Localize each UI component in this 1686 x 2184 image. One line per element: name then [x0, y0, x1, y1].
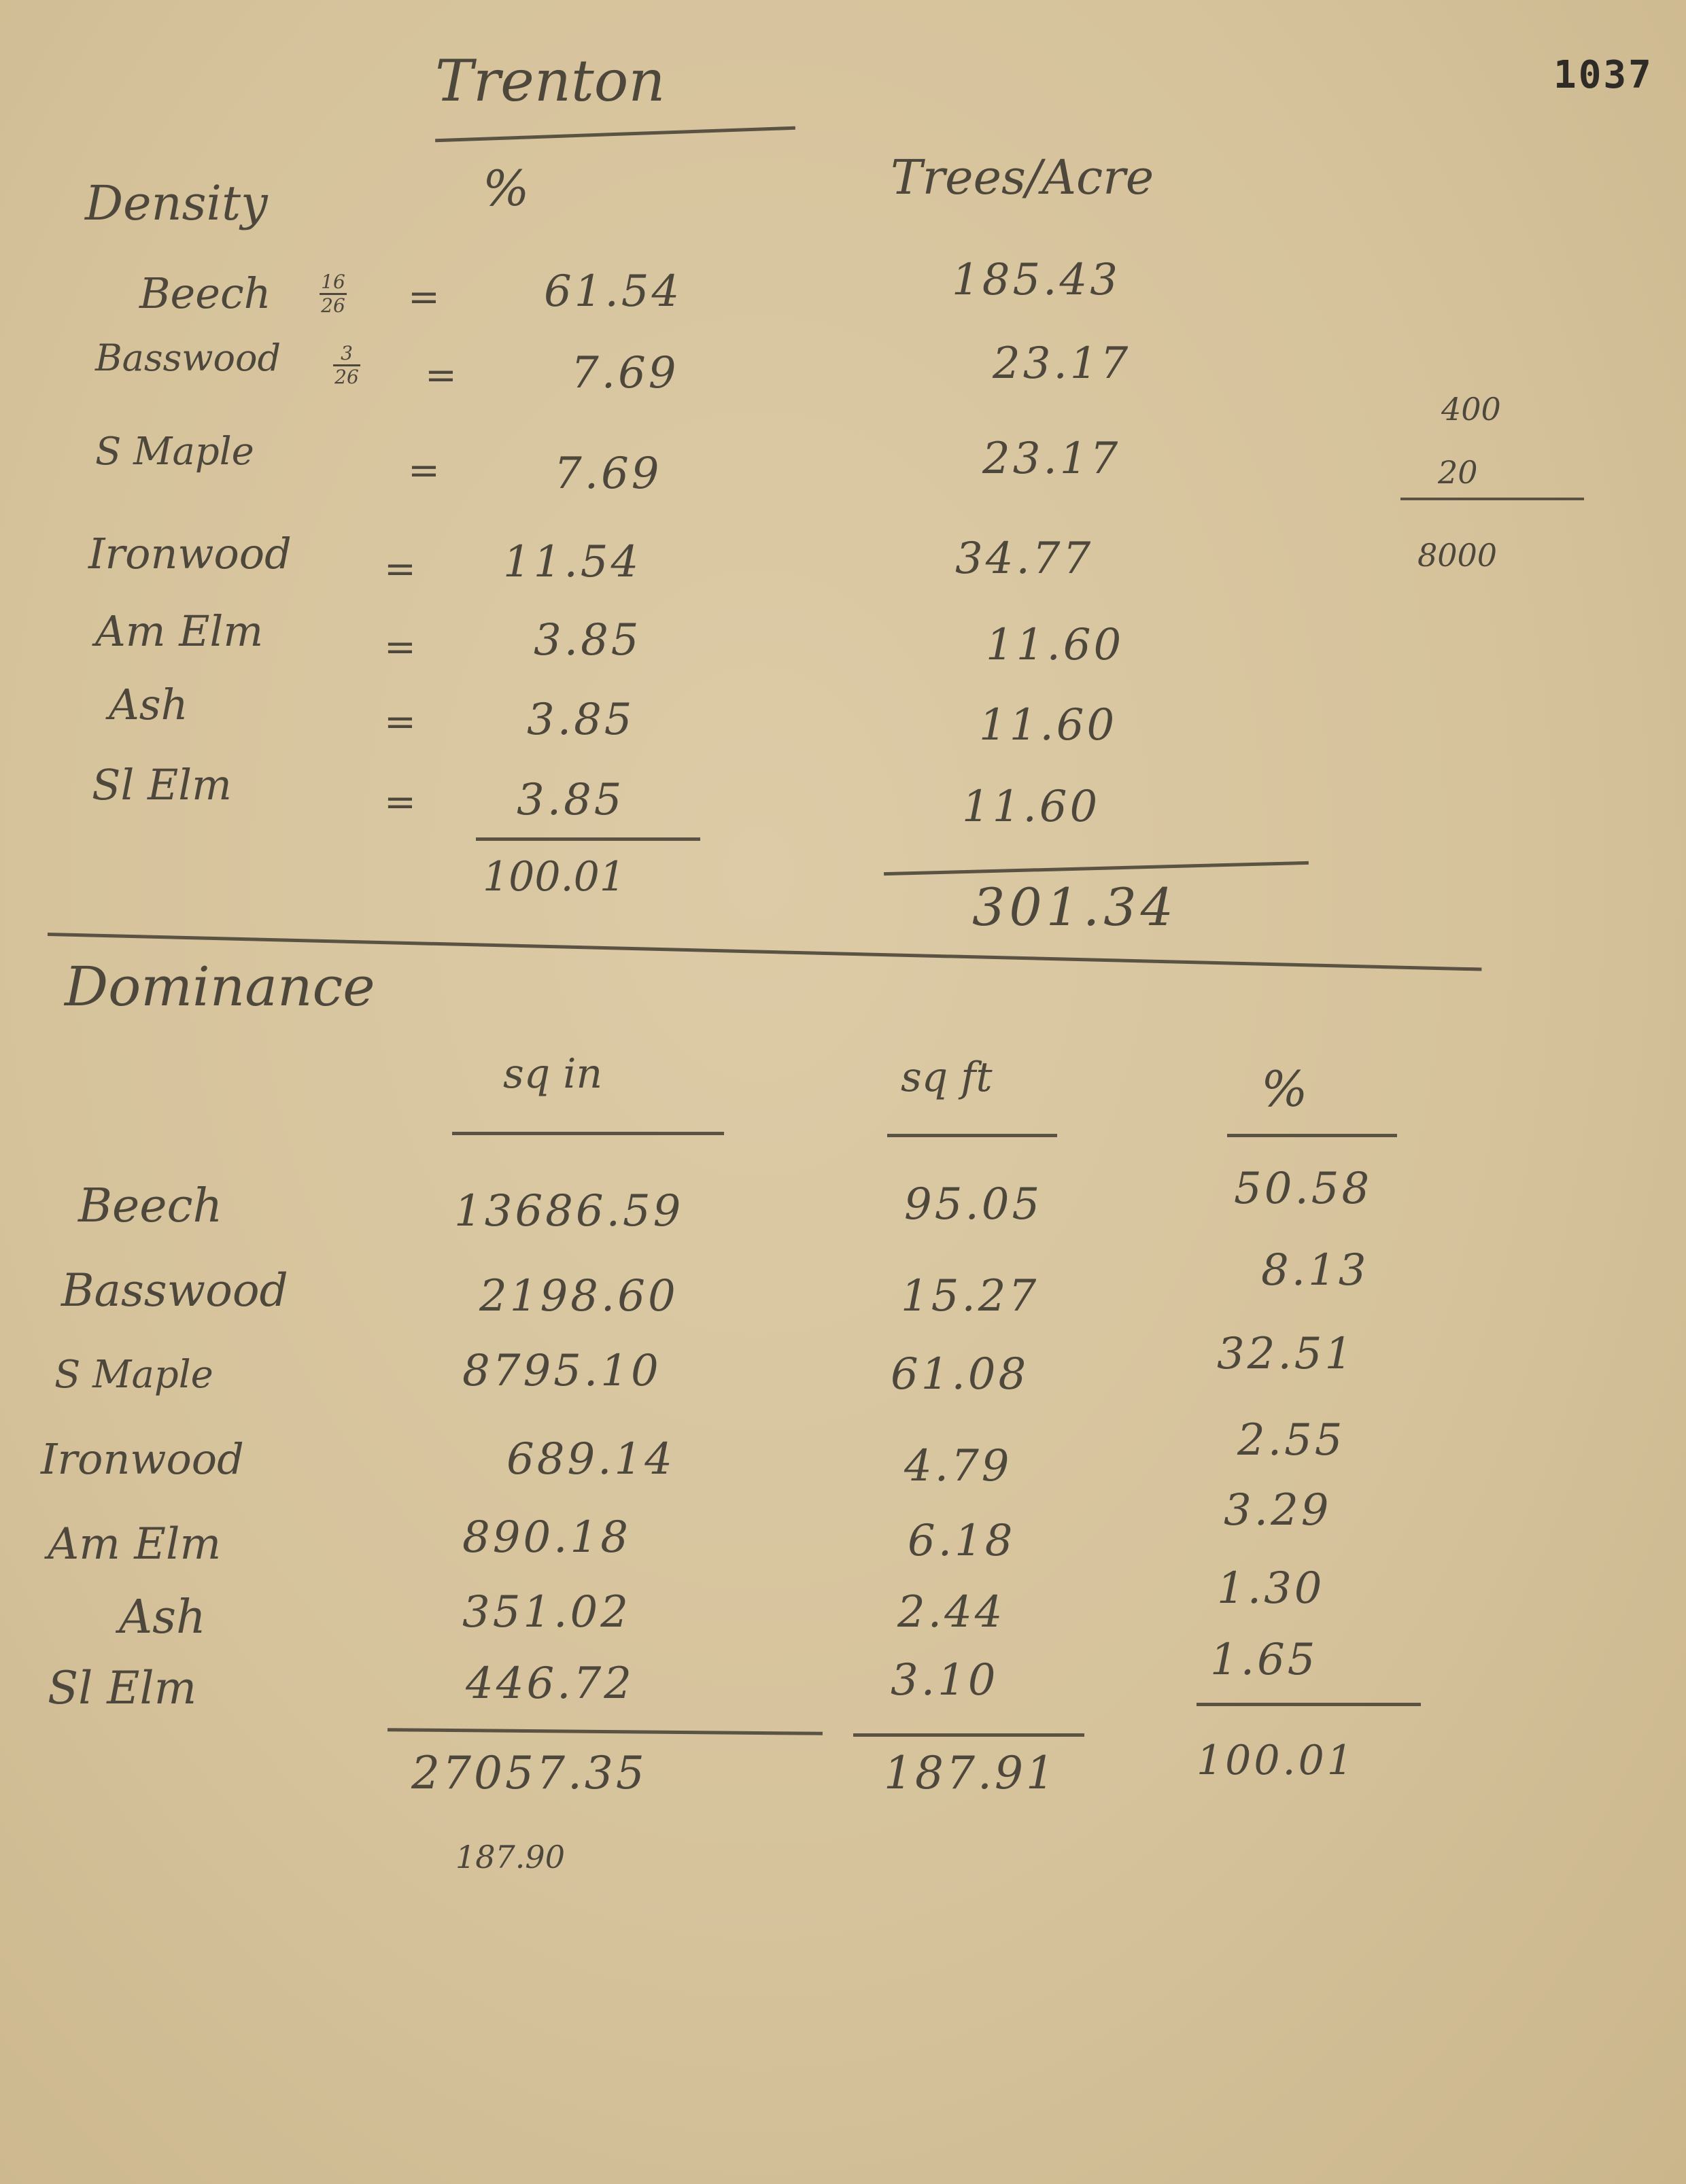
- equals-sign: =: [384, 547, 416, 591]
- dominance-sq-ft-header: sq ft: [901, 1054, 993, 1101]
- dominance-heading: Dominance: [65, 955, 375, 1018]
- side-calc-a: 400: [1441, 391, 1501, 428]
- density-pct-total: 100.01: [483, 853, 625, 901]
- dominance-sq-in-total: 27057.35: [411, 1747, 647, 1799]
- dominance-species-am-elm: Am Elm: [48, 1519, 222, 1570]
- dominance-sq-in-ash: 351.02: [462, 1587, 631, 1637]
- density-trees-am-elm: 11.60: [986, 620, 1124, 670]
- density-species-beech: Beech: [139, 268, 271, 318]
- density-species-ash: Ash: [109, 680, 188, 729]
- dominance-sq-ft-rule: [853, 1733, 1084, 1737]
- pct-header-rule: [1227, 1134, 1397, 1137]
- equals-sign: =: [384, 700, 416, 744]
- density-pct-total-rule: [476, 837, 700, 841]
- dominance-sq-in-basswood: 2198.60: [479, 1271, 678, 1321]
- dominance-species-basswood: Basswood: [61, 1264, 288, 1317]
- dominance-species-ash: Ash: [119, 1591, 206, 1644]
- page-number-stamp: 1037: [1553, 53, 1653, 97]
- density-pct-beech: 61.54: [544, 266, 683, 317]
- equals-sign: =: [384, 625, 416, 670]
- dominance-species-ironwood: Ironwood: [41, 1434, 244, 1484]
- equals-sign: =: [408, 449, 440, 493]
- dominance-species-beech: Beech: [78, 1179, 223, 1233]
- density-basswood-fraction: 3 26: [333, 343, 360, 387]
- density-trees-acre-header: Trees/Acre: [891, 150, 1154, 205]
- density-pct-sl-elm: 3.85: [517, 775, 625, 825]
- dominance-pct-ironwood: 2.55: [1237, 1415, 1345, 1466]
- density-species-s-maple: S Maple: [95, 430, 254, 474]
- side-calc-b: 20: [1438, 454, 1478, 491]
- title-underline: [435, 126, 795, 142]
- density-trees-ash: 11.60: [979, 700, 1118, 750]
- dominance-sq-in-sl-elm: 446.72: [466, 1659, 634, 1709]
- dominance-sq-in-s-maple: 8795.10: [462, 1346, 661, 1396]
- dominance-sq-ft-basswood: 15.27: [901, 1271, 1039, 1321]
- page-title: Trenton: [435, 48, 666, 114]
- dominance-sq-ft-total: 187.91: [884, 1747, 1057, 1799]
- density-trees-total: 301.34: [972, 877, 1177, 937]
- dominance-sq-in-beech: 13686.59: [454, 1186, 684, 1236]
- equals-sign: =: [425, 353, 457, 398]
- equals-sign: =: [408, 275, 440, 319]
- dominance-pct-ash: 1.30: [1217, 1563, 1325, 1614]
- sq-ft-header-rule: [887, 1134, 1057, 1137]
- density-species-sl-elm: Sl Elm: [92, 760, 232, 810]
- dominance-sq-ft-beech: 95.05: [904, 1179, 1043, 1230]
- dominance-sub-note: 187.90: [455, 1839, 565, 1875]
- dominance-sq-ft-ironwood: 4.79: [904, 1441, 1012, 1491]
- sq-in-header-rule: [452, 1132, 724, 1135]
- dominance-sq-ft-am-elm: 6.18: [908, 1516, 1016, 1566]
- density-pct-ironwood: 11.54: [503, 537, 642, 587]
- density-species-ironwood: Ironwood: [88, 529, 292, 578]
- dominance-pct-beech: 50.58: [1234, 1164, 1373, 1214]
- dominance-sq-ft-sl-elm: 3.10: [891, 1655, 999, 1705]
- dominance-pct-rule: [1197, 1703, 1421, 1706]
- dominance-pct-sl-elm: 1.65: [1210, 1635, 1318, 1685]
- dominance-sq-ft-s-maple: 61.08: [891, 1349, 1029, 1400]
- density-heading: Density: [85, 175, 268, 231]
- dominance-pct-basswood: 8.13: [1261, 1245, 1369, 1296]
- dominance-sq-in-ironwood: 689.14: [506, 1434, 675, 1485]
- density-pct-ash: 3.85: [527, 695, 635, 745]
- density-pct-header: %: [483, 160, 530, 217]
- density-trees-s-maple: 23.17: [982, 434, 1121, 484]
- dominance-sq-in-header: sq in: [503, 1050, 603, 1098]
- density-trees-total-rule: [884, 861, 1309, 876]
- density-pct-s-maple: 7.69: [554, 449, 662, 499]
- density-trees-sl-elm: 11.60: [962, 782, 1101, 832]
- density-trees-basswood: 23.17: [993, 339, 1131, 389]
- density-pct-basswood: 7.69: [571, 348, 679, 398]
- side-calc-rule: [1400, 498, 1584, 500]
- density-trees-ironwood: 34.77: [955, 534, 1094, 584]
- dominance-pct-s-maple: 32.51: [1217, 1329, 1356, 1379]
- equals-sign: =: [384, 780, 416, 825]
- dominance-pct-am-elm: 3.29: [1224, 1485, 1332, 1536]
- density-species-am-elm: Am Elm: [95, 606, 264, 656]
- dominance-species-sl-elm: Sl Elm: [48, 1662, 197, 1714]
- side-calc-c: 8000: [1417, 537, 1498, 574]
- density-species-basswood: Basswood: [95, 336, 281, 379]
- dominance-sq-ft-ash: 2.44: [897, 1587, 1005, 1637]
- density-beech-fraction: 16 26: [320, 272, 347, 316]
- dominance-pct-header: %: [1261, 1060, 1308, 1117]
- density-pct-am-elm: 3.85: [534, 615, 642, 665]
- dominance-species-s-maple: S Maple: [54, 1353, 213, 1397]
- dominance-sq-in-am-elm: 890.18: [462, 1512, 631, 1563]
- density-trees-beech: 185.43: [952, 255, 1120, 305]
- dominance-pct-total: 100.01: [1197, 1737, 1356, 1784]
- dominance-sq-in-rule: [388, 1728, 823, 1735]
